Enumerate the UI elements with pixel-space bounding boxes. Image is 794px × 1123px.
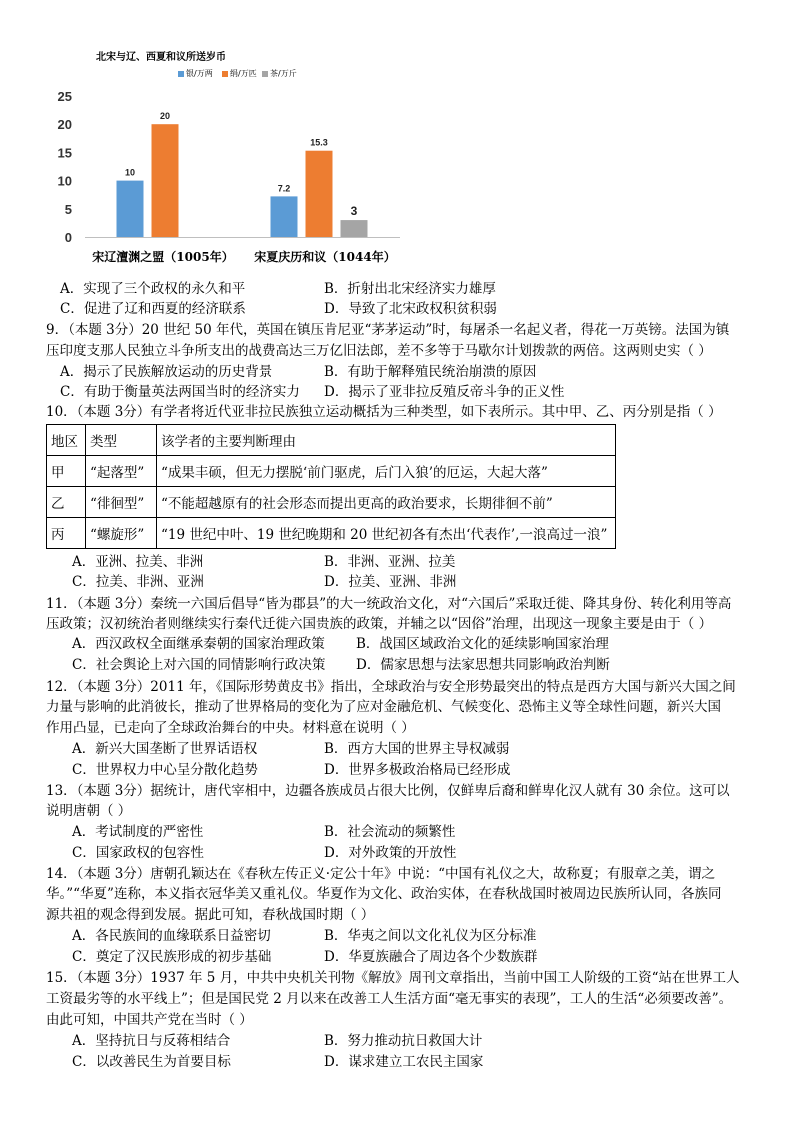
data-label: 3	[350, 204, 358, 219]
y-tick-label: 25	[57, 89, 72, 104]
q11-option-a: A．西汉政权全面继承秦朝的国家治理政策	[72, 636, 325, 652]
table-row	[47, 518, 616, 549]
y-tick-label: 10	[57, 173, 72, 189]
table-row	[47, 456, 616, 487]
q9-stem-line2: 压印度支那人民独立斗争所支出的战费高达三万亿旧法郎，差不多等于马歇尔计划拨款的两倍。这两则史实（ ）	[46, 343, 712, 359]
q15-option-c: C．以改善民生为首要目标	[72, 1054, 231, 1070]
q11-option-d: D．儒家思想与法家思想共同影响政治判断	[356, 657, 610, 673]
data-label: 7.2	[277, 183, 291, 194]
q13-stem-line1: 13．（本题 3分）据统计，唐代宰相中，边疆各族成员占很大比例，仅鲜卑后裔和鲜卑化汉人就有 30 余位。这可以	[46, 783, 730, 799]
q9-option-d: D．揭示了亚非拉反殖反帝斗争的正义性	[324, 384, 565, 400]
y-tick-label: 15	[57, 145, 72, 161]
q8-option-a: A．实现了三个政权的永久和平	[60, 281, 246, 297]
q11-option-c: C．社会舆论上对六国的同情影响行政决策	[72, 657, 326, 673]
q15-stem-line2: 工资最劣等的水平线上”；但是国民党 2 月以来在改善工人生活方面“毫无事实的表现”，工人的生活“必须要改善”。	[46, 991, 733, 1007]
q13-option-d: D．对外政策的开放性	[324, 845, 457, 861]
y-tick-label: 0	[64, 230, 72, 245]
q10-option-a: A．亚洲、拉美、非洲	[72, 554, 204, 570]
q10-option-c: C．拉美、非洲、亚洲	[72, 574, 204, 590]
table-cell: 乙	[47, 487, 86, 518]
data-label: 10	[124, 167, 136, 178]
q15-option-b: B．努力推动抗日救国大计	[324, 1033, 483, 1049]
chart-title: 北宋与辽、西夏和议所送岁币	[96, 52, 226, 63]
q13-option-a: A．考试制度的严密性	[72, 824, 204, 840]
bar-chart	[40, 80, 410, 270]
table-cell: “不能超越原有的社会形态而提出更高的政治要求，长期徘徊不前”	[157, 487, 616, 518]
bar	[306, 151, 333, 237]
q12-stem-line1: 12．（本题 3分）2011 年，《国际形势黄皮书》指出，全球政治与安全形势最突出的特点是西方大国与新兴大国之间	[46, 679, 736, 695]
y-tick-label: 5	[64, 201, 72, 217]
q10-option-d: D．拉美、亚洲、非洲	[324, 574, 457, 590]
table-header-cell: 地区	[47, 425, 86, 456]
legend-silk: 绢/万匹	[222, 68, 257, 79]
q15-option-a: A．坚持抗日与反蒋相结合	[72, 1033, 231, 1049]
q12-option-a: A．新兴大国垄断了世界话语权	[72, 741, 258, 757]
data-label: 15.3	[310, 137, 328, 148]
y-tick-label: 20	[57, 117, 72, 133]
q10-option-b: B．非洲、亚洲、拉美	[324, 554, 456, 570]
q12-stem-line2: 力量与影响的此消彼长，推动了世界格局的变化为了应对金融危机、气候变化、恐怖主义等全球性问题，新兴大国	[46, 699, 721, 715]
bar	[152, 124, 179, 237]
q9-option-c: C．有助于衡量英法两国当时的经济实力	[60, 384, 300, 400]
legend-swatch-silver	[178, 71, 184, 77]
x-category-label: 宋夏庆历和议（1044年）	[254, 250, 396, 264]
q9-option-b: B．有助于解释殖民统治崩溃的原因	[324, 364, 537, 380]
table-cell: 丙	[47, 518, 86, 549]
table-cell: “起落型”	[86, 456, 157, 487]
q14-stem-line2: 华。”“华夏”连称，本义指衣冠华美又重礼仪。华夏作为文化、政治实体，在春秋战国时被周边民族所认同，各族同	[46, 886, 722, 902]
q13-option-c: C．国家政权的包容性	[72, 845, 204, 861]
table-header-row	[47, 425, 616, 456]
q14-option-c: C．奠定了汉民族形成的初步基础	[72, 949, 272, 965]
legend-silver: 银/万两	[178, 68, 213, 79]
q15-stem-line1: 15．（本题 3分）1937 年 5 月，中共中央机关刊物《解放》周刊文章指出，当前中国工人阶级的工资“站在世界工人	[46, 970, 740, 986]
table-header-cell: 该学者的主要判断理由	[157, 425, 616, 456]
data-label: 20	[159, 111, 171, 122]
q11-stem-line2: 压政策；汉初统治者则继续实行秦代迁徙六国贵族的政策，并辅之以“因俗”治理，出现这一现象主要是由于（ ）	[46, 616, 713, 632]
bar	[271, 196, 298, 237]
q14-option-b: B．华夷之间以文化礼仪为区分标准	[324, 928, 537, 944]
q8-option-b: B．折射出北宋经济实力雄厚	[324, 281, 496, 297]
table-cell: “螺旋形”	[86, 518, 157, 549]
q15-stem-line3: 由此可知，中国共产党在当时（ ）	[46, 1012, 253, 1028]
q14-stem-line1: 14．（本题 3分）唐朝孔颖达在《春秋左传正义·定公十年》中说：“中国有礼仪之大，故称夏；有服章之美，谓之	[46, 866, 715, 882]
q13-option-b: B．社会流动的频繁性	[324, 824, 456, 840]
q11-stem-line1: 11．（本题 3分）秦统一六国后倡导“皆为郡县”的大一统政治文化，对“六国后”采取迁徙、降其身份、转化利用等高	[46, 596, 732, 612]
q10-stem: 10．（本题 3分）有学者将近代亚非拉民族独立运动概括为三种类型，如下表所示。其中甲、乙、丙分别是指（ ）	[46, 404, 722, 420]
q12-option-b: B．西方大国的世界主导权减弱	[324, 741, 510, 757]
q13-stem-line2: 说明唐朝（ ）	[46, 803, 132, 819]
q9-stem-line1: 9．（本题 3分）20 世纪 50 年代，英国在镇压肯尼亚“茅茅运动”时，每屠杀一名起义者，得花一万英镑。法国为镇	[46, 322, 730, 338]
q14-option-d: D．华夏族融合了周边各个少数族群	[324, 949, 538, 965]
table-cell: 甲	[47, 456, 86, 487]
q14-option-a: A．各民族间的血缘联系日益密切	[72, 928, 271, 944]
q15-option-d: D．谋求建立工农民主国家	[324, 1054, 484, 1070]
q9-option-a: A．揭示了民族解放运动的历史背景	[60, 364, 273, 380]
table-header-cell: 类型	[86, 425, 157, 456]
bar	[341, 220, 368, 237]
table-cell: “19 世纪中叶、19 世纪晚期和 20 世纪初各有杰出‘代表作’,一浪高过一浪”	[157, 518, 616, 549]
table-row	[47, 487, 616, 518]
q11-option-b: B．战国区域政治文化的延续影响国家治理	[356, 636, 609, 652]
q8-option-c: C．促进了辽和西夏的经济联系	[60, 301, 246, 317]
legend-swatch-silk	[222, 71, 228, 77]
table-cell: “成果丰硕，但无力摆脱‘前门驱虎，后门入狼’的厄运，大起大落”	[157, 456, 616, 487]
q14-stem-line3: 源共祖的观念得到发展。据此可知，春秋战国时期（ ）	[46, 907, 375, 923]
bar	[117, 181, 144, 237]
q12-option-d: D．世界多极政治格局已经形成	[324, 762, 511, 778]
q8-option-d: D．导致了北宋政权积贫积弱	[324, 301, 497, 317]
q12-option-c: C．世界权力中心呈分散化趋势	[72, 762, 258, 778]
legend-tea: 茶/万斤	[262, 68, 297, 79]
x-category-label: 宋辽澶渊之盟（1005年）	[92, 250, 234, 264]
legend-swatch-tea	[262, 71, 268, 77]
q10-table	[46, 424, 616, 549]
table-cell: “徘徊型”	[86, 487, 157, 518]
q12-stem-line3: 作用凸显，已走向了全球政治舞台的中央。材料意在说明（ ）	[46, 720, 415, 736]
